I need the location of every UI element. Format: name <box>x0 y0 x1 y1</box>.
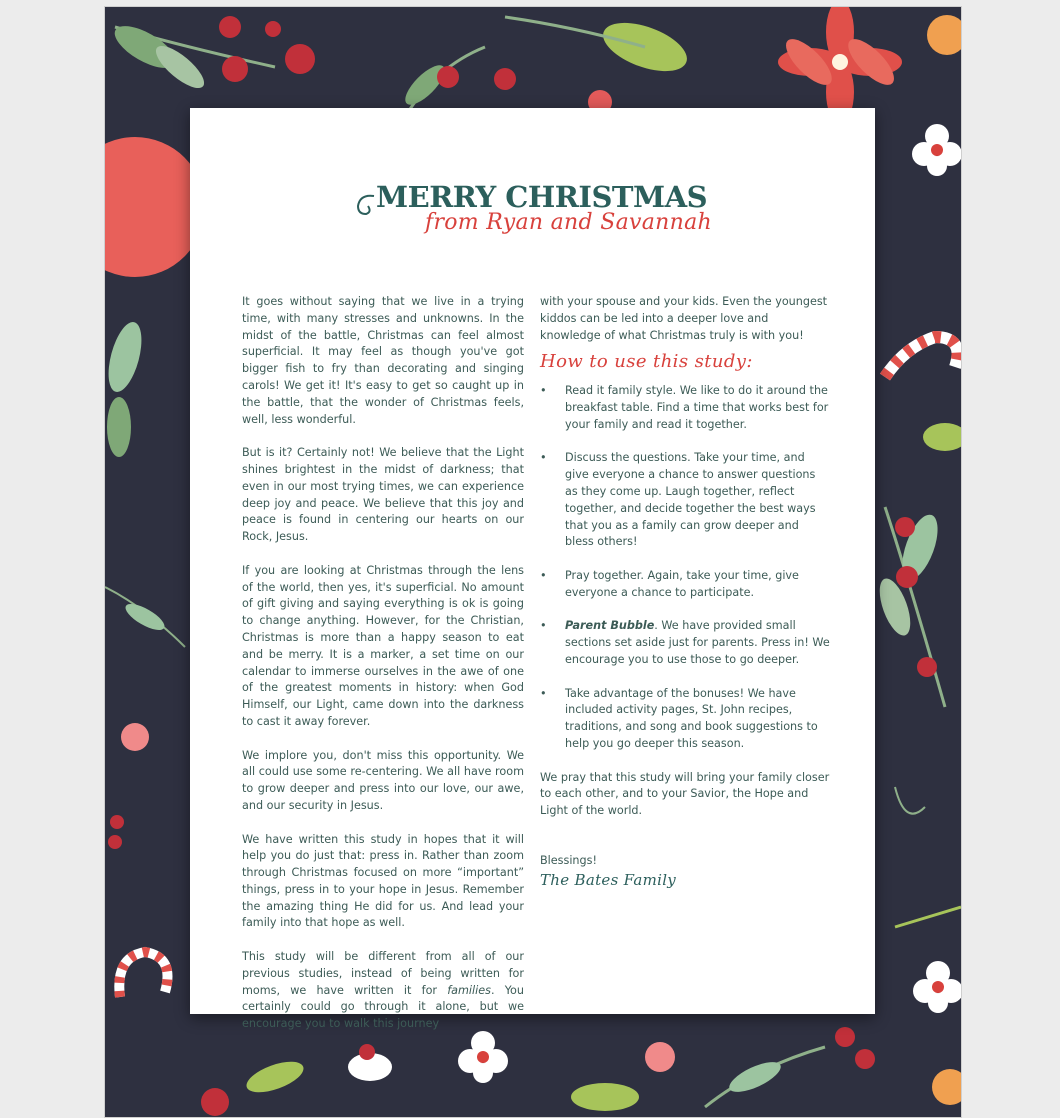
list-item <box>540 686 830 753</box>
parent-bubble-label: Parent Bubble <box>565 619 655 633</box>
letter-card <box>190 108 875 1031</box>
bullet-icon: • <box>540 451 547 465</box>
bullet-icon: • <box>540 384 547 398</box>
list-item <box>540 618 830 668</box>
list-item <box>540 450 830 551</box>
paragraph: We implore you, don't miss this opportunity. We all could use some re-centering. We all have room to grow deeper and press into our love, our awe, and our security in Jesus. <box>242 748 524 812</box>
paragraph: If you are looking at Christmas through the lens of the world, then yes, it's superficial. No amount of gift giving and saying everything is ok is going to change anything. However, for the Christian, Christmas is more than a happy season to eat and be merry. It is a marker, a set time on our calendar to immerse ourselves in the awe of one of the greatest moments in history: when God Himself, our Light, came down into the darkness to cast it away forever. <box>242 563 524 728</box>
heading-title-text: MERRY CHRISTMAS <box>375 180 708 214</box>
emphasis-families: families <box>447 983 491 997</box>
paragraph-text: This study will be different from all of our previous studies, instead of being written for moms, we have written it for <box>242 950 524 997</box>
paragraph-text: . You certainly could go through it alone, but we encourage you to walk this journey <box>242 983 524 1031</box>
bullet-icon: • <box>540 568 547 582</box>
right-column <box>540 294 830 889</box>
bullet-icon: • <box>540 686 547 700</box>
paragraph: It goes without saying that we live in a trying time, with many stresses and unknowns. In the midst of the battle, Christmas can feel almost superficial. It may feel as though you've got bigger fish to fry than decorating and singing carols! We get it! It's easy to get so caught up in the battle, that the wonder of Christmas feels, well, less wonderful. <box>242 295 524 426</box>
list-item <box>540 383 830 433</box>
letter-heading <box>190 180 875 235</box>
signature: The Bates Family <box>540 870 677 889</box>
list-item-text: Discuss the questions. Take your time, and give everyone a chance to answer questions as they come up. Laugh together, reflect together, and decide together the best ways that you as a family can grow deeper and bless others! <box>565 451 816 549</box>
list-item <box>540 568 830 602</box>
how-to-heading: How to use this study: <box>540 351 753 373</box>
list-item-text: Read it family style. We like to do it around the breakfast table. Find a time that works best for your family and read it together. <box>565 384 829 431</box>
bullet-icon: • <box>540 619 547 633</box>
left-column <box>242 294 524 1050</box>
list-item-text: Pray together. Again, take your time, give everyone a chance to participate. <box>565 568 799 599</box>
list-item-text: Take advantage of the bonuses! We have included activity pages, St. John recipes, traditions, and song and book suggestions to help you go deeper this season. <box>565 686 818 750</box>
closing-paragraph: We pray that this study will bring your family closer to each other, and to your Savior, the Hope and Light of the world. <box>540 770 830 818</box>
list-item-text: . We have provided small sections set aside just for parents. Press in! We encourage you to use those to go deeper. <box>565 619 830 666</box>
steps-list <box>540 383 830 753</box>
heading-subtitle: from Ryan and Savannah <box>425 210 712 235</box>
heading-title <box>358 180 707 214</box>
paragraph <box>242 949 524 1033</box>
paragraph: But is it? Certainly not! We believe that the Light shines brightest in the midst of darkness; that even in our most trying times, we can experience deep joy and peace. We believe that this joy and peace is found in centering our hearts on our Rock, Jesus. <box>242 446 524 544</box>
blessings-text: Blessings! <box>540 853 597 867</box>
paragraph-continuation: with your spouse and your kids. Even the youngest kiddos can be led into a deeper love and knowledge of what Christmas truly is with you! <box>540 295 828 342</box>
swirl-ornament-icon <box>354 192 376 218</box>
paragraph: We have written this study in hopes that it will help you do just that: press in. Rather than zoom through Christmas focused on more “important” things, press in to your hope in Jesus. Remember the amazing thing He did for us. And lead your family into that hope as well. <box>242 832 524 930</box>
